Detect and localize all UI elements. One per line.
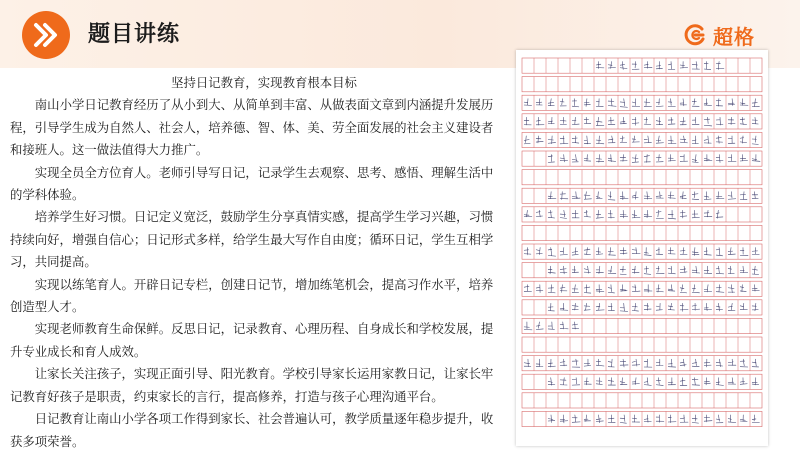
page-title: 题目讲练 [88,22,181,47]
essay-title: 坚持日记教育，实现教育根本目标 [171,75,357,90]
essay-text [10,72,498,450]
essay-paragraph-1: 南山小学日记教育经历了从小到大、从简单到丰富、从做表面文章到内涵提升发展历程，引导学生成为自然人、社会人，培养德、智、体、美、劳全面发展的社会主义建设者和接班人。这一做法值得大力推广。 [10,97,494,158]
brand-logo [683,21,755,49]
essay-paragraph-3: 培养学生好习惯。日记定义宽泛，鼓励学生分享真情实感，提高学生学习兴趣，习惯持续向好，增强自信心；日记形式多样，给学生最大写作自由度；循环日记，学生互相学习，共同提高。 [10,209,494,270]
essay-paragraph-7: 日记教育让南山小学各项工作得到家长、社会普遍认可，教学质量逐年稳步提升，收获多项荣誉。 [10,411,494,449]
handwritten-answer-sheet [516,50,768,446]
arrow-right-icon [22,11,70,59]
brand-name: 超格 [713,24,755,49]
brand-logo-icon [683,23,707,47]
answer-grid [516,50,768,446]
essay-paragraph-2: 实现全员全方位育人。老师引导写日记，记录学生去观察、思考、感悟、理解生活中的学科体验。 [10,164,494,203]
essay-paragraph-4: 实现以练笔育人。开辟日记专栏，创建日记节，增加练笔机会，提高习作水平，培养创造型人才。 [10,276,494,315]
essay-paragraph-6: 让家长关注孩子，实现正面引导、阳光教育。学校引导家长运用家教日记，让家长牢记教育好孩子是职责，约束家长的言行，提高修养，打造与孩子心理沟通平台。 [10,366,494,404]
essay-paragraph-5: 实现老师教育生命保鲜。反思日记，记录教育、心理历程、自身成长和学校发展，提升专业成长和育人成效。 [10,321,494,359]
